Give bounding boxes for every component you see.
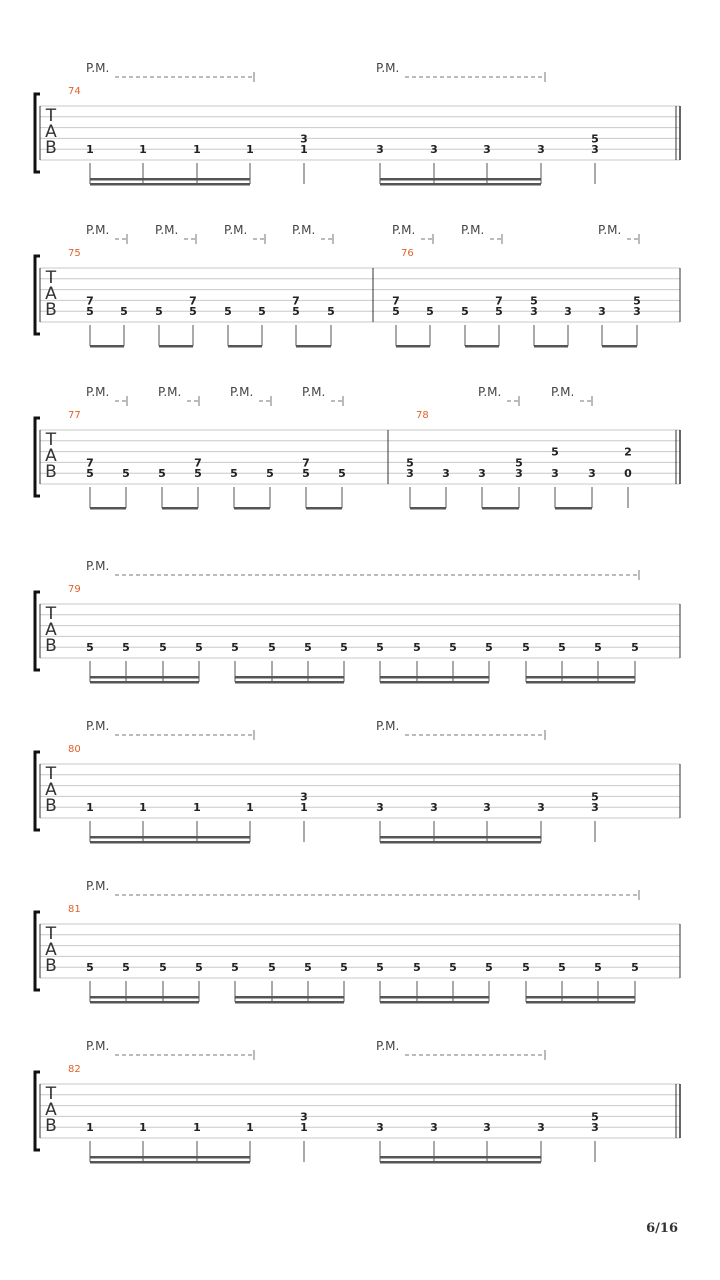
fret-number: 5	[406, 456, 414, 470]
palm-mute-label: P.M.	[230, 385, 254, 399]
beam	[380, 681, 489, 684]
fret-number: 0	[624, 467, 632, 481]
fret-number: 5	[633, 294, 641, 308]
fret-number: 5	[122, 467, 130, 481]
fret-number: 5	[631, 961, 639, 975]
fret-number: 1	[246, 143, 254, 157]
fret-number: 1	[300, 1121, 308, 1135]
measure-number: 74	[68, 86, 81, 97]
fret-number: 5	[591, 132, 599, 146]
fret-number: 5	[231, 641, 239, 655]
beam	[90, 507, 126, 510]
fret-number: 3	[591, 801, 599, 815]
fret-number: 5	[159, 961, 167, 975]
fret-number: 5	[631, 641, 639, 655]
tab-system	[35, 719, 680, 844]
fret-number: 3	[537, 1121, 545, 1135]
fret-number: 1	[193, 1121, 201, 1135]
fret-number: 7	[292, 294, 300, 308]
fret-number: 5	[340, 641, 348, 655]
tab-clef-letter: T	[45, 106, 57, 126]
system-bracket	[35, 912, 40, 990]
beam	[396, 345, 430, 348]
beam	[555, 507, 592, 510]
palm-mute-label: P.M.	[598, 223, 622, 237]
page-number: 6/16	[646, 1221, 678, 1236]
palm-mute-label: P.M.	[158, 385, 182, 399]
measure-number: 78	[416, 410, 429, 421]
beam-secondary	[380, 178, 541, 181]
fret-number: 2	[624, 445, 632, 459]
fret-number: 3	[564, 305, 572, 319]
fret-number: 5	[195, 961, 203, 975]
fret-number: 1	[300, 143, 308, 157]
tab-clef-letter: B	[45, 796, 57, 816]
fret-number: 3	[376, 1121, 384, 1135]
fret-number: 3	[515, 467, 523, 481]
fret-number: 5	[195, 641, 203, 655]
fret-number: 3	[430, 801, 438, 815]
tab-system	[35, 223, 680, 348]
fret-number: 7	[86, 456, 94, 470]
palm-mute-label: P.M.	[86, 1039, 110, 1053]
fret-number: 5	[340, 961, 348, 975]
fret-number: 5	[449, 641, 457, 655]
fret-number: 5	[258, 305, 266, 319]
beam	[526, 681, 635, 684]
fret-number: 5	[304, 961, 312, 975]
palm-mute-label: P.M.	[86, 879, 110, 893]
palm-mute-label: P.M.	[392, 223, 416, 237]
fret-number: 7	[86, 294, 94, 308]
tab-clef-letter: T	[45, 924, 57, 944]
fret-number: 1	[300, 801, 308, 815]
palm-mute-label: P.M.	[302, 385, 326, 399]
fret-number: 3	[537, 801, 545, 815]
system-bracket	[35, 1072, 40, 1150]
fret-number: 1	[193, 143, 201, 157]
tab-clef-letter: A	[45, 284, 57, 304]
beam-secondary	[235, 676, 344, 679]
tab-clef-letter: A	[45, 620, 57, 640]
fret-number: 3	[406, 467, 414, 481]
fret-number: 5	[461, 305, 469, 319]
system-bracket	[35, 256, 40, 334]
tab-system	[35, 385, 680, 510]
beam	[526, 1001, 635, 1004]
palm-mute-label: P.M.	[86, 559, 110, 573]
fret-number: 5	[515, 456, 523, 470]
tab-clef-letter: T	[45, 764, 57, 784]
fret-number: 5	[292, 305, 300, 319]
tab-clef-letter: B	[45, 956, 57, 976]
fret-number: 1	[86, 801, 94, 815]
fret-number: 5	[392, 305, 400, 319]
fret-number: 1	[139, 143, 147, 157]
measure-number: 77	[68, 410, 81, 421]
tab-clef-letter: A	[45, 446, 57, 466]
fret-number: 5	[268, 961, 276, 975]
tab-system	[35, 559, 680, 684]
palm-mute-label: P.M.	[292, 223, 316, 237]
fret-number: 5	[426, 305, 434, 319]
fret-number: 5	[558, 961, 566, 975]
beam-secondary	[380, 996, 489, 999]
fret-number: 5	[304, 641, 312, 655]
tab-clef-letter: A	[45, 940, 57, 960]
beam	[162, 507, 198, 510]
fret-number: 3	[478, 467, 486, 481]
fret-number: 5	[189, 305, 197, 319]
system-bracket	[35, 94, 40, 172]
tab-clef-letter: A	[45, 780, 57, 800]
fret-number: 3	[300, 132, 308, 146]
beam	[90, 1161, 250, 1164]
fret-number: 5	[376, 961, 384, 975]
beam	[234, 507, 270, 510]
palm-mute-label: P.M.	[551, 385, 575, 399]
tab-clef-letter: T	[45, 268, 57, 288]
beam	[90, 345, 124, 348]
palm-mute-label: P.M.	[376, 719, 400, 733]
fret-number: 5	[224, 305, 232, 319]
fret-number: 5	[413, 641, 421, 655]
fret-number: 5	[530, 294, 538, 308]
fret-number: 5	[86, 641, 94, 655]
fret-number: 1	[193, 801, 201, 815]
fret-number: 5	[376, 641, 384, 655]
fret-number: 5	[120, 305, 128, 319]
fret-number: 3	[430, 143, 438, 157]
beam	[380, 1001, 489, 1004]
fret-number: 1	[246, 1121, 254, 1135]
fret-number: 3	[483, 801, 491, 815]
system-bracket	[35, 418, 40, 496]
palm-mute-label: P.M.	[224, 223, 248, 237]
fret-number: 7	[392, 294, 400, 308]
fret-number: 3	[430, 1121, 438, 1135]
beam-secondary	[526, 996, 635, 999]
fret-number: 3	[537, 143, 545, 157]
beam-secondary	[90, 1156, 250, 1159]
palm-mute-label: P.M.	[376, 1039, 400, 1053]
fret-number: 3	[598, 305, 606, 319]
measure-number: 82	[68, 1064, 81, 1075]
fret-number: 7	[194, 456, 202, 470]
tab-system	[35, 1039, 680, 1164]
beam-secondary	[380, 676, 489, 679]
fret-number: 5	[268, 641, 276, 655]
beam-secondary	[380, 1156, 541, 1159]
beam	[235, 1001, 344, 1004]
beam	[159, 345, 193, 348]
beam	[90, 681, 199, 684]
fret-number: 3	[300, 1110, 308, 1124]
fret-number: 5	[86, 961, 94, 975]
beam-secondary	[235, 996, 344, 999]
fret-number: 5	[449, 961, 457, 975]
fret-number: 5	[495, 305, 503, 319]
beam	[90, 1001, 199, 1004]
tab-clef-letter: B	[45, 462, 57, 482]
fret-number: 3	[551, 467, 559, 481]
fret-number: 3	[376, 143, 384, 157]
beam-secondary	[90, 996, 199, 999]
fret-number: 3	[442, 467, 450, 481]
beam-secondary	[526, 676, 635, 679]
beam	[482, 507, 519, 510]
beam	[602, 345, 637, 348]
fret-number: 3	[633, 305, 641, 319]
fret-number: 5	[155, 305, 163, 319]
beam	[90, 841, 250, 844]
palm-mute-label: P.M.	[86, 385, 110, 399]
fret-number: 3	[588, 467, 596, 481]
tab-clef-letter: B	[45, 300, 57, 320]
beam-secondary	[90, 836, 250, 839]
palm-mute-label: P.M.	[86, 61, 110, 75]
fret-number: 5	[591, 790, 599, 804]
palm-mute-label: P.M.	[155, 223, 179, 237]
fret-number: 5	[485, 961, 493, 975]
tab-clef-letter: B	[45, 636, 57, 656]
fret-number: 5	[551, 445, 559, 459]
palm-mute-label: P.M.	[86, 719, 110, 733]
beam	[465, 345, 499, 348]
fret-number: 5	[594, 961, 602, 975]
fret-number: 5	[86, 467, 94, 481]
fret-number: 5	[266, 467, 274, 481]
fret-number: 3	[530, 305, 538, 319]
system-bracket	[35, 752, 40, 830]
measure-number: 81	[68, 904, 81, 915]
fret-number: 5	[159, 641, 167, 655]
palm-mute-label: P.M.	[461, 223, 485, 237]
fret-number: 5	[158, 467, 166, 481]
palm-mute-label: P.M.	[478, 385, 502, 399]
beam-secondary	[90, 178, 250, 181]
fret-number: 3	[591, 143, 599, 157]
fret-number: 5	[522, 961, 530, 975]
measure-number: 80	[68, 744, 81, 755]
fret-number: 5	[231, 961, 239, 975]
beam	[228, 345, 262, 348]
beam	[380, 183, 541, 186]
system-bracket	[35, 592, 40, 670]
beam-secondary	[90, 676, 199, 679]
fret-number: 5	[522, 641, 530, 655]
tab-system	[35, 879, 680, 1004]
beam	[306, 507, 342, 510]
fret-number: 5	[302, 467, 310, 481]
fret-number: 7	[189, 294, 197, 308]
tab-clef-letter: T	[45, 604, 57, 624]
fret-number: 5	[86, 305, 94, 319]
tab-clef-letter: T	[45, 1084, 57, 1104]
fret-number: 5	[122, 641, 130, 655]
tab-clef-letter: B	[45, 1116, 57, 1136]
beam	[235, 681, 344, 684]
measure-number: 76	[401, 248, 414, 259]
beam	[90, 183, 250, 186]
fret-number: 5	[594, 641, 602, 655]
fret-number: 3	[376, 801, 384, 815]
fret-number: 1	[139, 1121, 147, 1135]
fret-number: 3	[300, 790, 308, 804]
palm-mute-label: P.M.	[376, 61, 400, 75]
fret-number: 7	[495, 294, 503, 308]
fret-number: 5	[591, 1110, 599, 1124]
fret-number: 1	[86, 143, 94, 157]
tab-clef-letter: B	[45, 138, 57, 158]
fret-number: 3	[483, 1121, 491, 1135]
palm-mute-label: P.M.	[86, 223, 110, 237]
fret-number: 1	[86, 1121, 94, 1135]
fret-number: 5	[122, 961, 130, 975]
fret-number: 5	[194, 467, 202, 481]
beam	[380, 841, 541, 844]
fret-number: 1	[246, 801, 254, 815]
beam	[380, 1161, 541, 1164]
fret-number: 3	[591, 1121, 599, 1135]
fret-number: 5	[413, 961, 421, 975]
tab-clef-letter: A	[45, 1100, 57, 1120]
tab-system	[35, 61, 680, 186]
fret-number: 5	[327, 305, 335, 319]
fret-number: 5	[485, 641, 493, 655]
fret-number: 5	[558, 641, 566, 655]
beam	[410, 507, 446, 510]
fret-number: 1	[139, 801, 147, 815]
beam-secondary	[380, 836, 541, 839]
beam	[534, 345, 568, 348]
fret-number: 3	[483, 143, 491, 157]
tab-clef-letter: T	[45, 430, 57, 450]
tab-clef-letter: A	[45, 122, 57, 142]
measure-number: 75	[68, 248, 81, 259]
measure-number: 79	[68, 584, 81, 595]
beam	[296, 345, 331, 348]
fret-number: 5	[338, 467, 346, 481]
fret-number: 5	[230, 467, 238, 481]
fret-number: 7	[302, 456, 310, 470]
